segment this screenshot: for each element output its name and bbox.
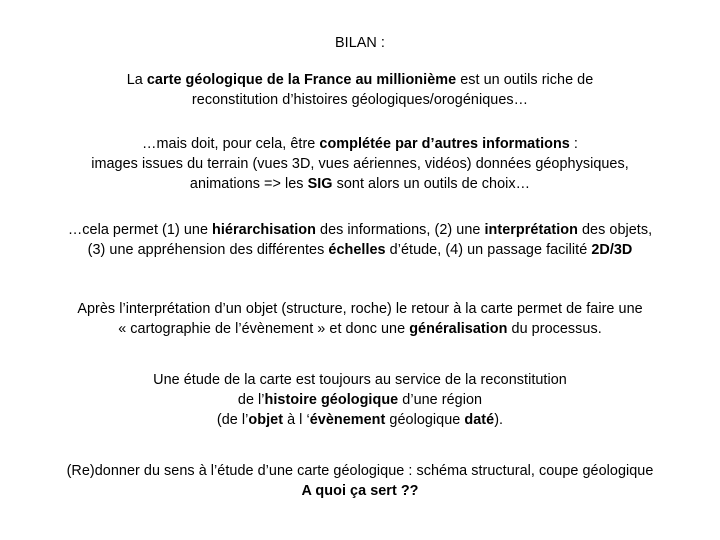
- paragraph-interpretation: [20, 299, 700, 339]
- emphasis-text: hiérarchisation: [212, 222, 316, 238]
- paragraph-line: La carte géologique de la France au millionième est un outils riche de: [126, 72, 594, 88]
- paragraph-line: images issues du terrain (vues 3D, vues aériennes, vidéos) données géophysiques,: [91, 156, 629, 172]
- emphasis-text: évènement: [309, 412, 386, 428]
- paragraph-carte-geologique: [20, 70, 700, 110]
- paragraph-autres-informations: [20, 134, 700, 194]
- emphasis-text: SIG: [307, 176, 333, 192]
- emphasis-text: histoire géologique: [264, 392, 399, 408]
- slide-title: [20, 33, 700, 53]
- emphasis-text: échelles: [328, 242, 386, 258]
- emphasis-text: 2D/3D: [591, 242, 633, 258]
- paragraph-line: Une étude de la carte est toujours au service de la reconstitution: [153, 372, 567, 388]
- paragraph-line: animations => les SIG sont alors un outils de choix…: [189, 176, 531, 192]
- paragraph-line: reconstitution d’histoires géologiques/orogéniques…: [191, 92, 529, 108]
- paragraph-line: (Re)donner du sens à l’étude d’une carte géologique : schéma structural, coupe géologique: [66, 463, 654, 479]
- paragraph-line: …mais doit, pour cela, être complétée par d’autres informations :: [142, 136, 578, 152]
- paragraph-line: Après l’interprétation d’un objet (structure, roche) le retour à la carte permet de faire une: [77, 301, 643, 317]
- emphasis-text: complétée par d’autres informations: [319, 136, 570, 152]
- emphasis-text: daté: [464, 412, 495, 428]
- title-text: BILAN :: [335, 35, 385, 51]
- paragraph-line: (de l’objet à l ‘évènement géologique daté).: [216, 412, 504, 428]
- paragraph-line: « cartographie de l’évènement » et donc une généralisation du processus.: [118, 321, 602, 337]
- paragraph-conclusion: [20, 461, 700, 501]
- paragraph-hierarchisation: [20, 220, 700, 260]
- emphasis-text: A quoi ça sert ??: [301, 483, 419, 499]
- paragraph-line: (3) une appréhension des différentes échelles d’étude, (4) un passage facilité 2D/3D: [87, 242, 633, 258]
- paragraph-reconstitution: [20, 370, 700, 430]
- emphasis-text: interprétation: [484, 222, 578, 238]
- paragraph-line: …cela permet (1) une hiérarchisation des informations, (2) une interprétation des objets,: [67, 222, 653, 238]
- emphasis-text: objet: [248, 412, 284, 428]
- emphasis-text: carte géologique de la France au millionième: [146, 72, 457, 88]
- paragraph-line: de l’histoire géologique d’une région: [237, 392, 483, 408]
- paragraph-line: [20, 481, 700, 501]
- emphasis-text: généralisation: [409, 321, 508, 337]
